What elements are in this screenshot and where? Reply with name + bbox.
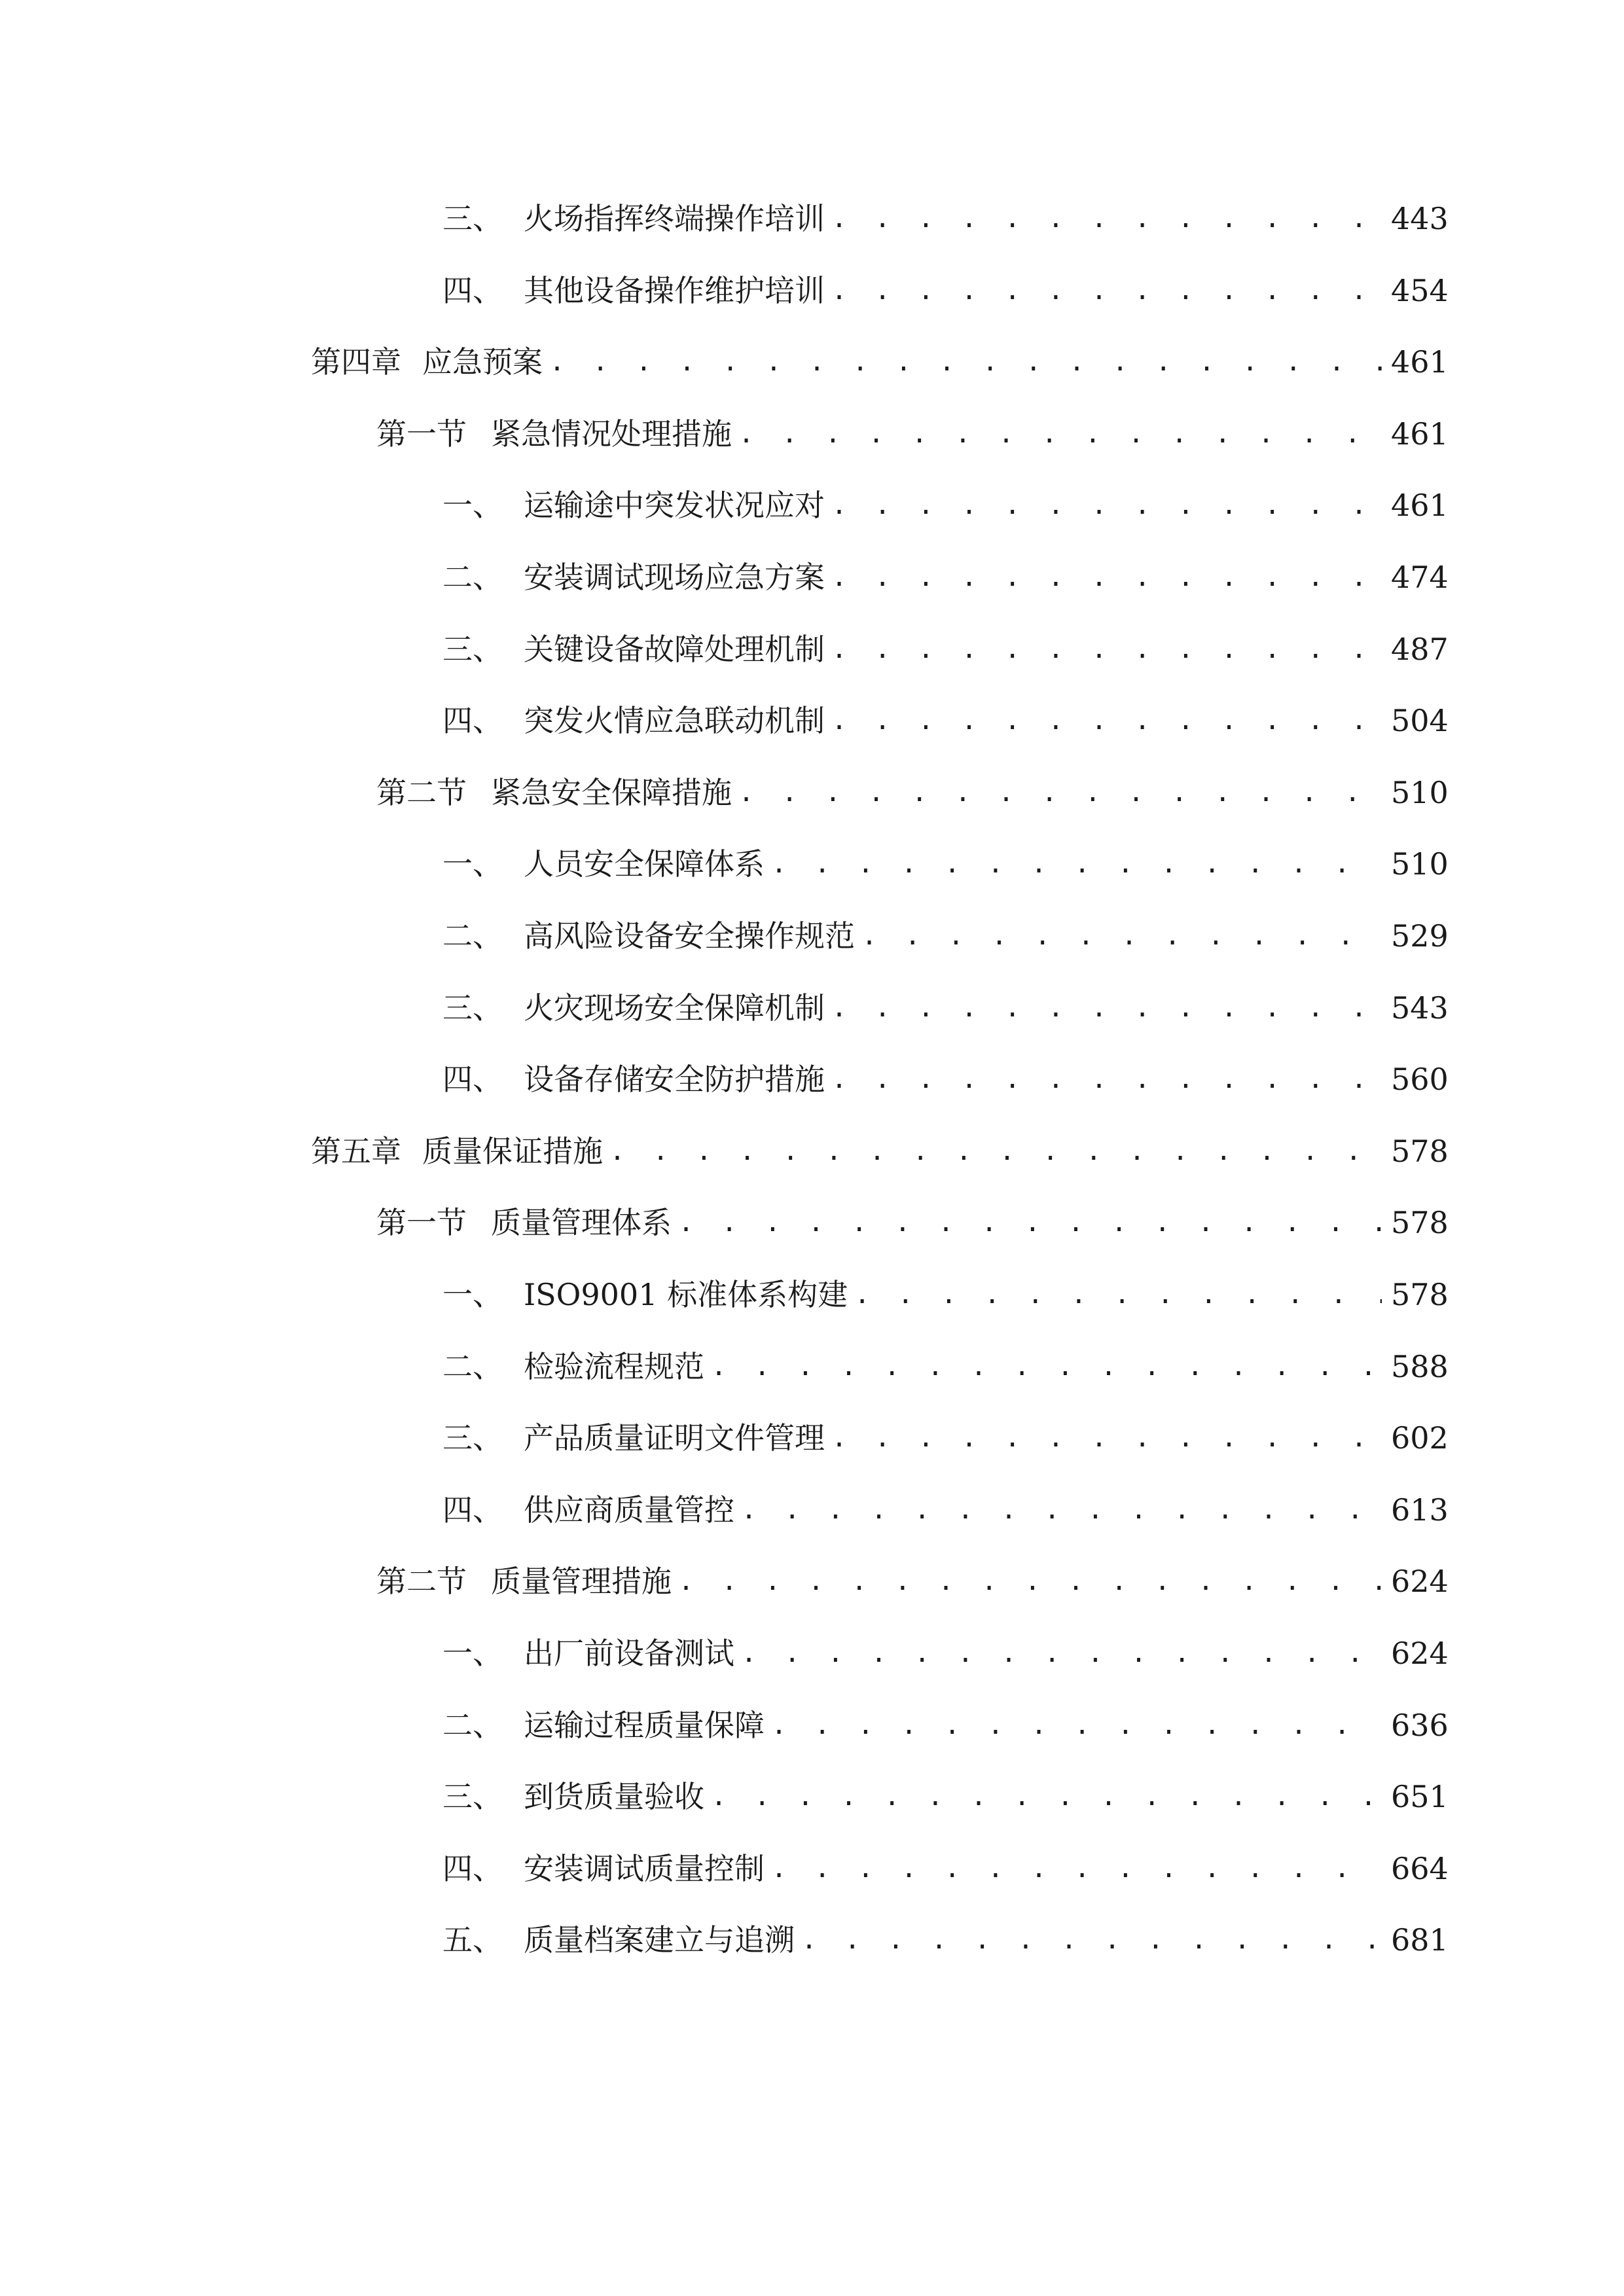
toc-entry[interactable] bbox=[0, 1124, 1624, 1179]
dot-leader bbox=[738, 406, 1382, 461]
toc-entry-number: 四、 bbox=[442, 1492, 503, 1528]
dot-leader bbox=[831, 1410, 1382, 1465]
dot-leader bbox=[831, 550, 1382, 605]
dot-leader bbox=[678, 1554, 1382, 1609]
toc-entry-number: 第二节 bbox=[376, 775, 467, 810]
toc-entry-number: 一、 bbox=[442, 1277, 503, 1312]
toc-entry-page-number: 560 bbox=[1391, 1062, 1449, 1097]
dot-leader bbox=[831, 980, 1382, 1035]
toc-entry-title: 质量保证措施 bbox=[422, 1134, 603, 1169]
toc-entry[interactable] bbox=[0, 693, 1624, 748]
toc-entry-title: 检验流程规范 bbox=[524, 1349, 704, 1384]
dot-leader bbox=[801, 1912, 1382, 1967]
toc-entry-number: 第五章 bbox=[311, 1134, 401, 1169]
toc-entry-text bbox=[376, 1195, 1382, 1250]
toc-entry-number: 三、 bbox=[442, 1420, 503, 1456]
toc-entry-text bbox=[442, 836, 1382, 891]
toc-entry-page-number: 664 bbox=[1391, 1851, 1449, 1886]
toc-entry-text bbox=[442, 478, 1382, 533]
toc-entry-number: 四、 bbox=[442, 273, 503, 308]
dot-leader bbox=[831, 622, 1382, 677]
dot-leader bbox=[771, 1698, 1382, 1753]
toc-entry-number: 一、 bbox=[442, 846, 503, 882]
toc-entry-text bbox=[442, 622, 1382, 677]
toc-entry[interactable] bbox=[0, 1698, 1624, 1753]
dot-leader bbox=[678, 1195, 1382, 1250]
toc-entry-text bbox=[442, 1769, 1382, 1824]
toc-entry-title: 紧急安全保障措施 bbox=[491, 775, 732, 810]
toc-entry-page-number: 461 bbox=[1391, 344, 1449, 380]
toc-entry-title: 安装调试质量控制 bbox=[524, 1851, 765, 1886]
toc-entry-page-number: 461 bbox=[1391, 416, 1449, 452]
toc-entry[interactable] bbox=[0, 765, 1624, 820]
toc-entry-text bbox=[442, 191, 1382, 246]
dot-leader bbox=[831, 1052, 1382, 1107]
toc-entry-title: 火场指挥终端操作培训 bbox=[524, 201, 825, 236]
toc-entry-text bbox=[376, 1554, 1382, 1609]
toc-entry[interactable] bbox=[0, 478, 1624, 533]
dot-leader bbox=[831, 263, 1382, 318]
dot-leader bbox=[549, 334, 1382, 389]
toc-entry[interactable] bbox=[0, 1267, 1624, 1322]
toc-entry-number: 一、 bbox=[442, 1636, 503, 1671]
toc-entry-page-number: 454 bbox=[1391, 273, 1449, 308]
dot-leader bbox=[711, 1339, 1382, 1394]
toc-entry-title: 高风险设备安全操作规范 bbox=[524, 918, 855, 954]
toc-entry-page-number: 510 bbox=[1391, 775, 1449, 810]
toc-entry-title: 质量档案建立与追溯 bbox=[524, 1922, 795, 1958]
toc-entry-page-number: 651 bbox=[1391, 1779, 1449, 1814]
toc-entry-page-number: 487 bbox=[1391, 632, 1449, 667]
dot-leader bbox=[741, 1482, 1382, 1537]
toc-entry-number: 第一节 bbox=[376, 1205, 467, 1240]
toc-entry[interactable] bbox=[0, 1554, 1624, 1609]
toc-entry-text bbox=[442, 1841, 1382, 1896]
toc-entry[interactable] bbox=[0, 1912, 1624, 1967]
toc-entry[interactable] bbox=[0, 908, 1624, 963]
toc-entry-title: 关键设备故障处理机制 bbox=[524, 632, 825, 667]
toc-entry-number: 二、 bbox=[442, 560, 503, 595]
toc-entry-title: 运输过程质量保障 bbox=[524, 1708, 765, 1743]
toc-entry-number: 三、 bbox=[442, 1779, 503, 1814]
toc-entry-number: 第一节 bbox=[376, 416, 467, 452]
toc-entry-text bbox=[442, 1912, 1382, 1967]
toc-entry-page-number: 510 bbox=[1391, 846, 1449, 882]
toc-entry-title: 设备存储安全防护措施 bbox=[524, 1062, 825, 1097]
toc-entry-number: 第二节 bbox=[376, 1564, 467, 1599]
toc-entry-title: 安装调试现场应急方案 bbox=[524, 560, 825, 595]
toc-entry-page-number: 578 bbox=[1391, 1134, 1449, 1169]
toc-entry-page-number: 529 bbox=[1391, 918, 1449, 954]
toc-entry[interactable] bbox=[0, 1482, 1624, 1537]
toc-entry-number: 三、 bbox=[442, 201, 503, 236]
toc-entry[interactable] bbox=[0, 980, 1624, 1035]
toc-entry-page-number: 578 bbox=[1391, 1277, 1449, 1312]
toc-entry-page-number: 443 bbox=[1391, 201, 1449, 236]
toc-entry-number: 五、 bbox=[442, 1922, 503, 1958]
dot-leader bbox=[738, 765, 1382, 820]
toc-entry-page-number: 602 bbox=[1391, 1420, 1449, 1456]
toc-entry[interactable] bbox=[0, 1841, 1624, 1896]
toc-entry-title: 质量管理措施 bbox=[491, 1564, 672, 1599]
dot-leader bbox=[831, 478, 1382, 533]
toc-entry-text bbox=[442, 1698, 1382, 1753]
toc-entry-text bbox=[376, 406, 1382, 461]
toc-entry[interactable] bbox=[0, 1052, 1624, 1107]
toc-entry-text bbox=[311, 334, 1382, 389]
toc-entry-title: 紧急情况处理措施 bbox=[491, 416, 732, 452]
toc-entry-text bbox=[376, 765, 1382, 820]
toc-entry-page-number: 504 bbox=[1391, 703, 1449, 738]
toc-entry-number: 三、 bbox=[442, 632, 503, 667]
toc-entry[interactable] bbox=[0, 1195, 1624, 1250]
toc-entry-title: 火灾现场安全保障机制 bbox=[524, 990, 825, 1026]
toc-entry-page-number: 636 bbox=[1391, 1708, 1449, 1743]
toc-entry-page-number: 461 bbox=[1391, 488, 1449, 523]
toc-entry-number: 一、 bbox=[442, 488, 503, 523]
toc-entry-text bbox=[442, 1410, 1382, 1465]
toc-entry[interactable] bbox=[0, 263, 1624, 318]
toc-entry-page-number: 681 bbox=[1391, 1922, 1449, 1958]
toc-entry[interactable] bbox=[0, 1339, 1624, 1394]
toc-entry-page-number: 588 bbox=[1391, 1349, 1449, 1384]
toc-entry-page-number: 543 bbox=[1391, 990, 1449, 1026]
toc-entry-text bbox=[442, 693, 1382, 748]
toc-entry[interactable] bbox=[0, 1769, 1624, 1824]
toc-entry[interactable] bbox=[0, 622, 1624, 677]
toc-entry-number: 二、 bbox=[442, 1349, 503, 1384]
toc-entry[interactable] bbox=[0, 1410, 1624, 1465]
toc-entry-title: 产品质量证明文件管理 bbox=[524, 1420, 825, 1456]
toc-entry-title: 供应商质量管控 bbox=[524, 1492, 734, 1528]
toc-entry[interactable] bbox=[0, 836, 1624, 891]
toc-entry[interactable] bbox=[0, 334, 1624, 389]
dot-leader bbox=[771, 1841, 1382, 1896]
dot-leader bbox=[854, 1267, 1382, 1322]
toc-entry-number: 四、 bbox=[442, 703, 503, 738]
toc-entry-text bbox=[442, 980, 1382, 1035]
toc-entry-text bbox=[442, 550, 1382, 605]
toc-entry-text bbox=[442, 1626, 1382, 1681]
toc-entry-text bbox=[311, 1124, 1382, 1179]
toc-entry-number: 三、 bbox=[442, 990, 503, 1026]
toc-entry-title: 质量管理体系 bbox=[491, 1205, 672, 1240]
toc-entry-title: 突发火情应急联动机制 bbox=[524, 703, 825, 738]
dot-leader bbox=[831, 191, 1382, 246]
toc-entry-text bbox=[442, 1052, 1382, 1107]
dot-leader bbox=[711, 1769, 1382, 1824]
toc-entry-title: 运输途中突发状况应对 bbox=[524, 488, 825, 523]
dot-leader bbox=[609, 1124, 1382, 1179]
toc-entry-title: 到货质量验收 bbox=[524, 1779, 704, 1814]
dot-leader bbox=[741, 1626, 1382, 1681]
dot-leader bbox=[831, 693, 1382, 748]
toc-entry-title: ISO9001 标准体系构建 bbox=[524, 1277, 848, 1312]
toc-entry-text bbox=[442, 1339, 1382, 1394]
toc-entry[interactable] bbox=[0, 406, 1624, 461]
toc-entry[interactable] bbox=[0, 1626, 1624, 1681]
toc-entry-number: 四、 bbox=[442, 1062, 503, 1097]
toc-entry-number: 四、 bbox=[442, 1851, 503, 1886]
toc-entry[interactable] bbox=[0, 550, 1624, 605]
toc-entry-title: 其他设备操作维护培训 bbox=[524, 273, 825, 308]
toc-entry-page-number: 474 bbox=[1391, 560, 1449, 595]
toc-entry-page-number: 624 bbox=[1391, 1564, 1449, 1599]
toc-entry-text bbox=[442, 263, 1382, 318]
toc-entry-title: 出厂前设备测试 bbox=[524, 1636, 734, 1671]
toc-entry-page-number: 613 bbox=[1391, 1492, 1449, 1528]
toc-entry-number: 二、 bbox=[442, 918, 503, 954]
toc-entry-text bbox=[442, 1267, 1382, 1322]
toc-entry-number: 第四章 bbox=[311, 344, 401, 380]
toc-entry-title: 应急预案 bbox=[422, 344, 543, 380]
dot-leader bbox=[771, 836, 1382, 891]
toc-entry-title: 人员安全保障体系 bbox=[524, 846, 765, 882]
toc-entry-number: 二、 bbox=[442, 1708, 503, 1743]
dot-leader bbox=[861, 908, 1382, 963]
toc-entry-page-number: 624 bbox=[1391, 1636, 1449, 1671]
toc-entry-page-number: 578 bbox=[1391, 1205, 1449, 1240]
toc-entry[interactable] bbox=[0, 191, 1624, 246]
toc-entry-text bbox=[442, 908, 1382, 963]
toc-entry-text bbox=[442, 1482, 1382, 1537]
